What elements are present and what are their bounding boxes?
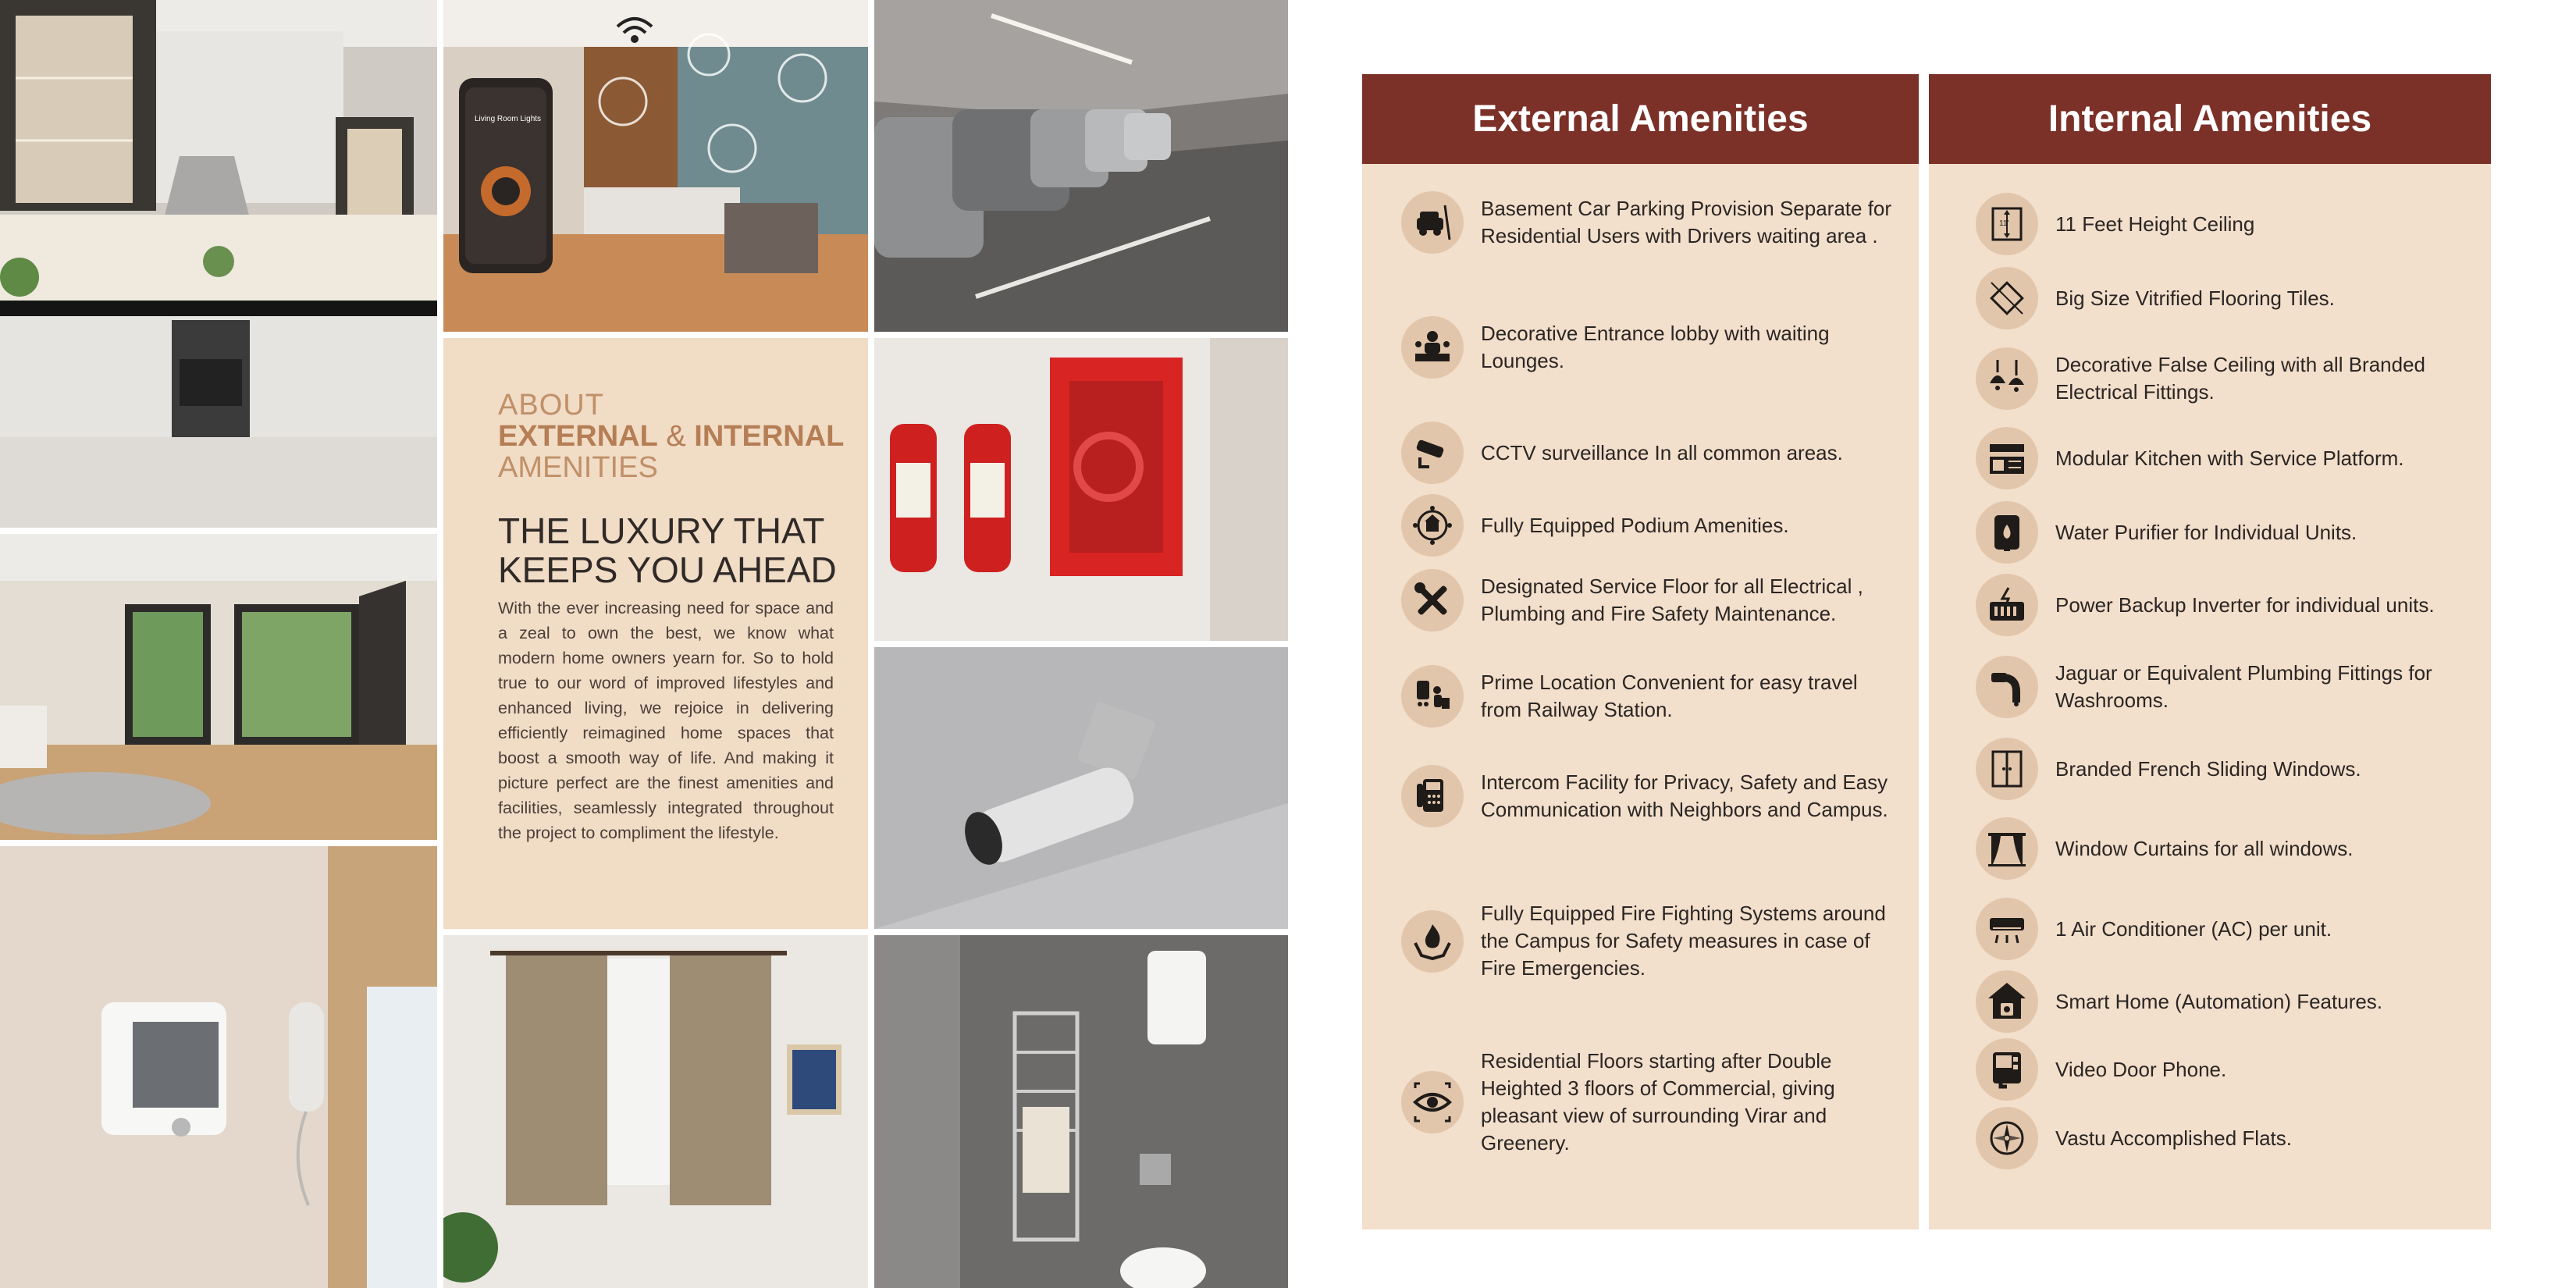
internal-item-text: Big Size Vitrified Flooring Tiles. — [2055, 286, 2335, 310]
cctv-icon — [1401, 422, 1464, 484]
external-item-service-floor — [1401, 569, 1901, 632]
internal-item-flooring — [1976, 267, 2475, 329]
external-item-cctv — [1401, 422, 1901, 484]
air-conditioner-icon — [1976, 898, 2038, 960]
ceiling-height-icon — [1976, 193, 2038, 255]
podium-icon — [1401, 494, 1464, 557]
internal-item-water-purifier — [1976, 501, 2475, 564]
internal-item-false-ceiling — [1976, 347, 2475, 410]
ampersand: & — [657, 420, 695, 453]
view-eye-icon — [1401, 1071, 1464, 1133]
cctv-photo — [874, 647, 1288, 929]
internal-item-text: Jaguar or Equivalent Plumbing Fittings for Washrooms. — [2055, 661, 2432, 712]
lobby-icon — [1401, 316, 1464, 379]
curtain-icon — [1976, 817, 2038, 880]
smart-home-app-label: Living Room Lights — [475, 115, 542, 123]
vastu-compass-icon — [1976, 1107, 2038, 1169]
internal-item-inverter — [1976, 574, 2475, 636]
flooring-tiles-icon — [1976, 267, 2038, 329]
internal-item-modular-kitchen — [1976, 427, 2475, 489]
headline — [498, 511, 857, 589]
water-purifier-icon — [1976, 501, 2038, 564]
internal-item-air-conditioner — [1976, 898, 2475, 960]
internal-item-vastu — [1976, 1107, 2475, 1169]
external-item-lobby — [1401, 316, 1901, 379]
fire-fighting-icon — [1401, 910, 1464, 973]
internal-item-video-door-phone — [1976, 1038, 2475, 1101]
internal-amenities-title: Internal Amenities — [1929, 74, 2491, 164]
external-item-text: Decorative Entrance lobby with waiting Lounges. — [1481, 322, 1830, 372]
internal-item-sliding-windows — [1976, 738, 2475, 800]
headline-line-1: THE LUXURY THAT — [498, 511, 825, 551]
internal-item-text: Video Door Phone. — [2055, 1057, 2227, 1081]
about-subtitle — [498, 421, 844, 452]
kitchen-photo — [0, 0, 437, 528]
sliding-window-icon — [1976, 738, 2038, 800]
internal-item-text: 1 Air Conditioner (AC) per unit. — [2055, 916, 2332, 941]
bathroom-photo — [874, 935, 1288, 1288]
about-section — [443, 338, 868, 929]
external-item-text: Basement Car Parking Provision Separate for Residential Users with Drivers waiting area . — [1481, 197, 1892, 247]
plumbing-icon — [1976, 656, 2038, 718]
internal-item-text: Smart Home (Automation) Features. — [2055, 989, 2383, 1013]
kitchen-icon — [1976, 427, 2038, 489]
smart-home-photo — [443, 0, 868, 332]
external-item-text: Intercom Facility for Privacy, Safety and Easy Communication with Neighbors and Campus. — [1481, 770, 1888, 821]
about-label: ABOUT — [498, 389, 604, 422]
external-item-text: Fully Equipped Fire Fighting Systems around the Campus for Safety measures in case of Fire Emergencies. — [1481, 902, 1886, 980]
intercom-icon — [1401, 765, 1464, 827]
external-item-podium — [1401, 494, 1901, 557]
external-word: EXTERNAL — [498, 420, 658, 453]
internal-item-text: Vastu Accomplished Flats. — [2055, 1126, 2292, 1150]
external-amenities-title: External Amenities — [1362, 74, 1919, 164]
internal-item-smart-home — [1976, 970, 2475, 1033]
external-amenities-panel — [1362, 74, 1919, 1229]
about-body-text: With the ever increasing need for space and a zeal to own the best, we know what modern home owners yearn for. So to hold true to our word of improved lifestyles and enhanced living, we rejoice in delivering efficiently reimagined home spaces that boost a smooth way of life. And making it picture perfect are the finest amenities and facilities, seamlessly integrated throughout the project to compliment the lifestyle. — [498, 599, 834, 842]
curtains-photo — [443, 935, 868, 1288]
ceiling-height-badge: 11' — [1999, 219, 2009, 228]
inverter-icon — [1976, 574, 2038, 636]
fire-extinguisher-photo — [874, 338, 1288, 641]
external-item-text: CCTV surveillance In all common areas. — [1481, 440, 1843, 464]
internal-amenities-panel — [1929, 74, 2491, 1229]
car-parking-icon — [1401, 191, 1464, 254]
internal-item-plumbing — [1976, 656, 2475, 718]
internal-word: INTERNAL — [694, 420, 845, 453]
internal-item-curtains — [1976, 817, 2475, 880]
internal-item-text: Modular Kitchen with Service Platform. — [2055, 446, 2404, 470]
parking-photo — [874, 0, 1288, 332]
internal-item-text: 11 Feet Height Ceiling — [2055, 212, 2255, 236]
video-door-phone-icon — [1976, 1038, 2038, 1101]
railway-icon — [1401, 665, 1464, 728]
headline-line-2: KEEPS YOU AHEAD — [498, 550, 837, 590]
internal-item-text: Window Curtains for all windows. — [2055, 836, 2354, 860]
external-item-text: Designated Service Floor for all Electrical , Plumbing and Fire Safety Maintenance. — [1481, 575, 1863, 625]
video-door-phone-photo — [0, 846, 437, 1288]
internal-item-text: Branded French Sliding Windows. — [2055, 756, 2361, 781]
external-item-intercom — [1401, 765, 1901, 827]
ceiling-lights-icon — [1976, 347, 2038, 410]
external-item-text: Residential Floors starting after Double Heighted 3 floors of Commercial, giving pleasant view of surrounding Virar and Greenery. — [1481, 1049, 1835, 1155]
external-item-fire-fighting — [1401, 900, 1901, 982]
amenities-word: AMENITIES — [498, 451, 658, 484]
external-item-text: Fully Equipped Podium Amenities. — [1481, 513, 1789, 537]
smart-home-icon — [1976, 970, 2038, 1033]
internal-item-ceiling-height — [1976, 193, 2475, 255]
internal-item-text: Decorative False Ceiling with all Branded Electrical Fittings. — [2055, 353, 2426, 404]
external-item-car-parking — [1401, 191, 1901, 254]
service-tools-icon — [1401, 569, 1464, 632]
internal-item-text: Power Backup Inverter for individual units. — [2055, 592, 2435, 617]
internal-item-text: Water Purifier for Individual Units. — [2055, 520, 2357, 544]
external-item-railway — [1401, 665, 1901, 728]
external-item-residential-view — [1401, 1048, 1901, 1157]
bedroom-photo — [0, 534, 437, 840]
external-item-text: Prime Location Convenient for easy travel from Railway Station. — [1481, 671, 1858, 721]
